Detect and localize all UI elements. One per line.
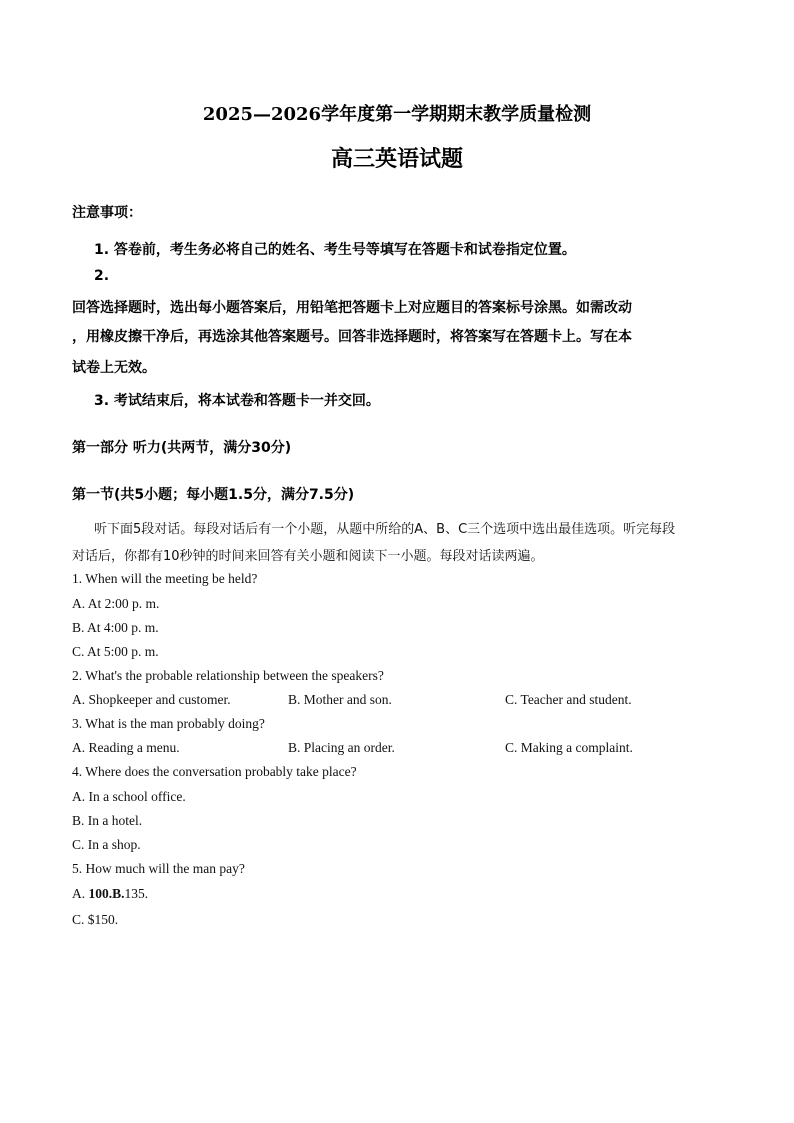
question-1-stem: 1. When will the meeting be held? xyxy=(72,571,258,586)
instruction-line-2: 对话后，你都有10秒钟的时间来回答有关小题和阅读下一小题。每段对话读两遍。 xyxy=(72,549,544,564)
section1-heading: 第一节(共5小题；每小题1.5分，满分7.5分) xyxy=(72,487,355,503)
part1-heading: 第一部分 听力(共两节，满分30分) xyxy=(72,440,292,456)
question-3-option-c: C. Making a complaint. xyxy=(505,740,633,755)
question-3-stem: 3. What is the man probably doing? xyxy=(72,716,265,731)
question-5-option-a-bold: 100.B. xyxy=(88,886,125,901)
question-2-option-b: B. Mother and son. xyxy=(288,692,392,707)
instruction-line-1: 听下面5段对话。每段对话后有一个小题，从题中所给的A、B、C三个选项中选出最佳选项。听完每段 xyxy=(94,522,676,537)
question-5-option-c: C. $150. xyxy=(72,912,119,927)
notice-heading: 注意事项： xyxy=(72,205,142,221)
question-4-option-b: B. In a hotel. xyxy=(72,813,143,828)
question-5-option-b-value: 135. xyxy=(124,886,149,901)
question-3-option-b: B. Placing an order. xyxy=(288,740,395,755)
question-5-option-a-b xyxy=(72,886,148,902)
question-1-option-a: A. At 2:00 p. m. xyxy=(72,596,160,611)
question-2-stem: 2. What's the probable relationship between the speakers? xyxy=(72,668,384,683)
question-3-option-a: A. Reading a menu. xyxy=(72,740,180,755)
question-4-option-a: A. In a school office. xyxy=(72,789,186,804)
question-5-stem: 5. How much will the man pay? xyxy=(72,861,245,876)
notice-item-1: 1. 答卷前，考生务必将自己的姓名、考生号等填写在答题卡和试卷指定位置。 xyxy=(94,242,576,258)
question-4-stem: 4. Where does the conversation probably take place? xyxy=(72,764,357,779)
notice-item-2-number: 2. xyxy=(94,268,110,284)
notice-item-2-line-1: 回答选择题时，选出每小题答案后，用铅笔把答题卡上对应题目的答案标号涂黑。如需改动 xyxy=(72,300,632,316)
question-5-option-a-prefix: A. xyxy=(72,886,89,901)
exam-title: 2025—2026学年度第一学期期末教学质量检测 xyxy=(202,104,592,125)
question-1-option-b: B. At 4:00 p. m. xyxy=(72,620,159,635)
question-1-option-c: C. At 5:00 p. m. xyxy=(72,644,159,659)
notice-item-2-line-2: ，用橡皮擦干净后，再选涂其他答案题号。回答非选择题时，将答案写在答题卡上。写在本 xyxy=(72,329,632,345)
notice-item-2-line-3: 试卷上无效。 xyxy=(72,360,156,376)
question-2-option-c: C. Teacher and student. xyxy=(505,692,632,707)
notice-item-3: 3. 考试结束后，将本试卷和答题卡一并交回。 xyxy=(94,393,380,409)
exam-subtitle: 高三英语试题 xyxy=(330,146,463,172)
question-2-option-a: A. Shopkeeper and customer. xyxy=(72,692,231,707)
question-4-option-c: C. In a shop. xyxy=(72,837,141,852)
